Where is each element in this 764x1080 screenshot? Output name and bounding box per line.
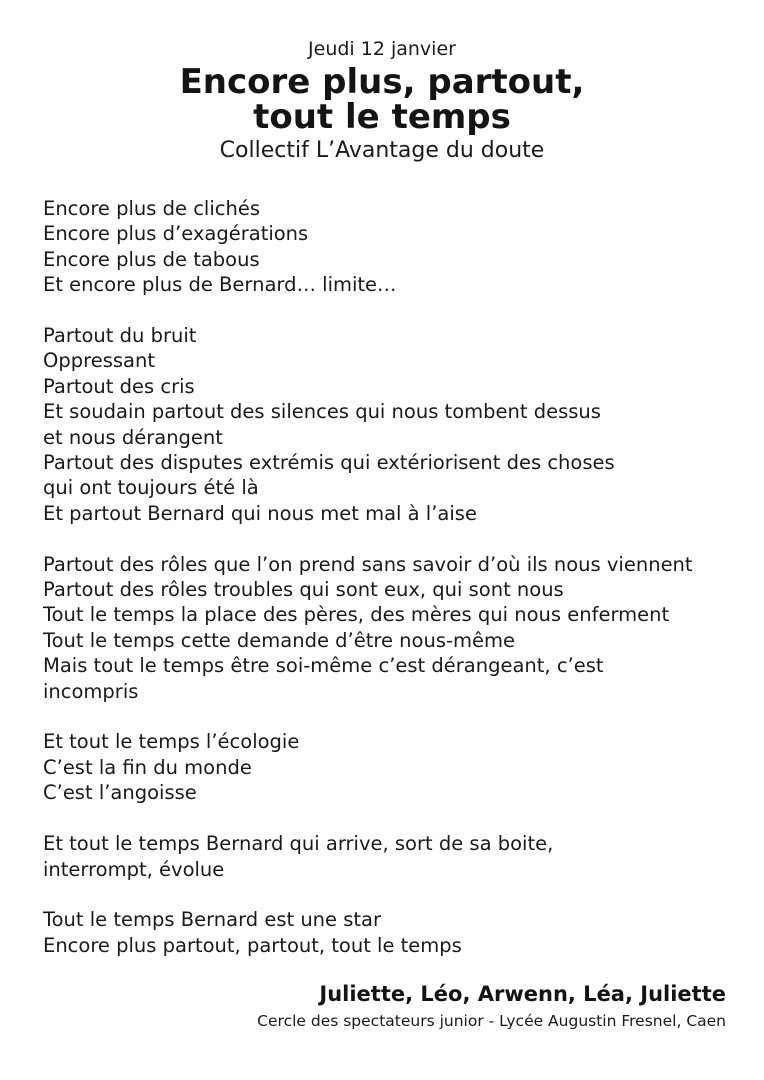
poem-body	[43, 196, 743, 984]
stanza	[43, 729, 743, 805]
poem-line: Tout le temps cette demande d’être nous-même	[43, 628, 516, 652]
poem-line: Encore plus de tabous	[43, 247, 260, 271]
poem-line: Partout des disputes extrémis qui extériorisent des choses	[43, 451, 615, 475]
poem-line: Et tout le temps Bernard qui arrive, sort de sa boite,	[43, 832, 554, 856]
poem-line: Tout le temps la place des pères, des mères qui nous enferment	[43, 603, 670, 627]
poem-line: interrompt, évolue	[43, 857, 225, 881]
poem-line: Encore plus de clichés	[43, 197, 260, 220]
stanza	[43, 196, 743, 298]
poem-line: incompris	[43, 679, 139, 703]
company-name: Collectif L’Avantage du doute	[219, 138, 545, 163]
event-date: Jeudi 12 janvier	[308, 38, 456, 60]
stanza	[43, 907, 743, 958]
poem-line: Encore plus partout, partout, tout le temps	[43, 933, 462, 957]
poem-line: et nous dérangent	[43, 425, 223, 449]
poem-line: Partout des rôles que l’on prend sans savoir d’où ils nous viennent	[43, 552, 693, 576]
poem-line: Tout le temps Bernard est une star	[43, 908, 382, 932]
poem-line: C’est l’angoisse	[43, 781, 197, 805]
poem-line: Partout des rôles troubles qui sont eux, qui sont nous	[43, 578, 564, 602]
poem-line: Oppressant	[43, 349, 155, 373]
poem-line: Et encore plus de Bernard… limite…	[43, 273, 397, 297]
stanza	[43, 323, 743, 526]
poem-line: Et partout Bernard qui nous met mal à l’aise	[43, 501, 477, 525]
poem-line: Et soudain partout des silences qui nous tombent dessus	[43, 400, 601, 424]
poem-line: Et tout le temps l’écologie	[43, 730, 300, 754]
poem-line: C’est la fin du monde	[43, 755, 252, 779]
affiliation: Cercle des spectateurs junior - Lycée Augustin Fresnel, Caen	[257, 1012, 726, 1030]
stanza	[43, 552, 743, 704]
poem-line: Partout du bruit	[43, 324, 197, 348]
authors: Juliette, Léo, Arwenn, Léa, Juliette	[319, 982, 726, 1006]
title-line-2: tout le temps	[253, 97, 511, 137]
signature	[257, 980, 726, 1032]
stanza	[43, 831, 743, 882]
poem-line: Mais tout le temps être soi-même c’est dérangeant, c’est	[43, 654, 604, 678]
poem-line: Encore plus d’exagérations	[43, 222, 309, 246]
header	[0, 36, 764, 166]
page-title	[0, 62, 764, 137]
poem-line: Partout des cris	[43, 374, 195, 398]
title-line-1: Encore plus, partout,	[179, 62, 585, 102]
poem-line: qui ont toujours été là	[43, 476, 259, 500]
